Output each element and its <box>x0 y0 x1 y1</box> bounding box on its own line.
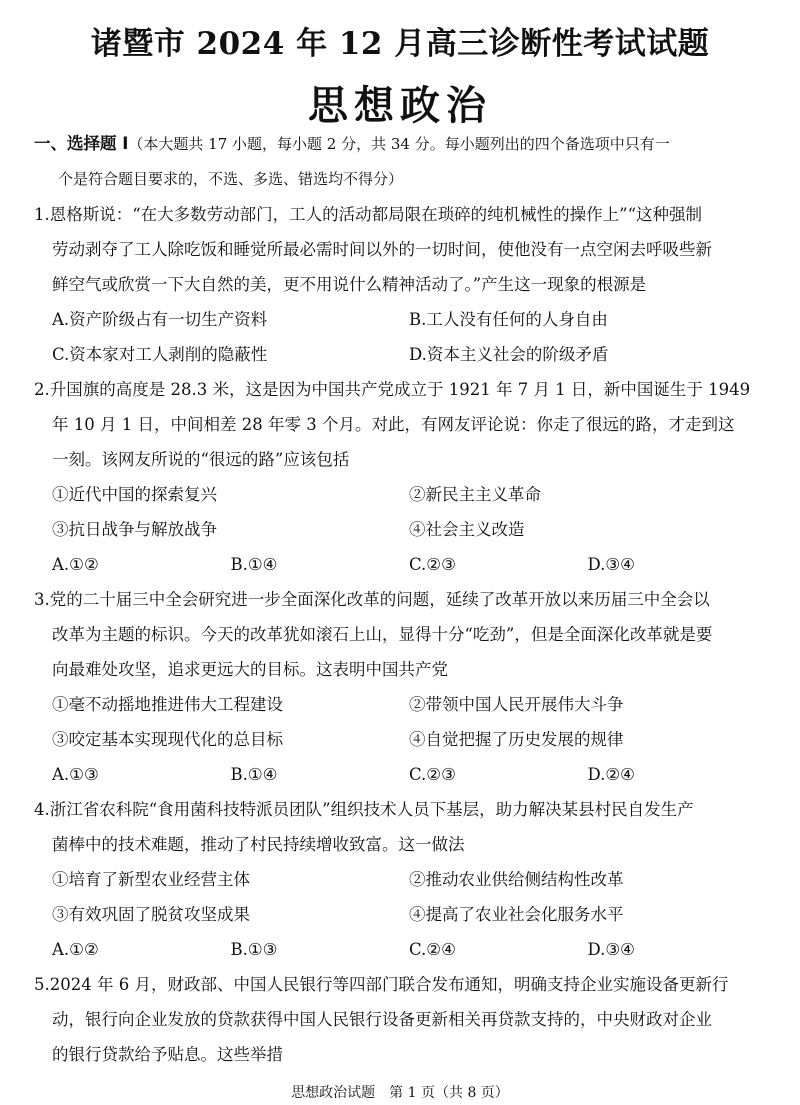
item-row <box>34 477 766 512</box>
exam-content <box>34 126 766 1072</box>
item-1: ①培育了新型农业经营主体 <box>52 870 250 889</box>
option-a[interactable]: A.①③ <box>52 765 99 784</box>
option-b[interactable]: B.①④ <box>230 765 278 784</box>
question-2 <box>34 372 766 582</box>
option-c[interactable]: C.资本家对工人剥削的隐蔽性 <box>52 345 268 364</box>
question-line: 鲜空气或欣赏一下大自然的美，更不用说什么精神活动了。”产生这一现象的根源是 <box>52 275 647 294</box>
option-c[interactable]: C.②④ <box>409 940 456 959</box>
section-note: （本大题共 17 小题，每小题 2 分，共 34 分。每小题列出的四个备选项中只有一 <box>128 135 670 153</box>
question-line: 菌棒中的技术难题，推动了村民持续增收致富。这一做法 <box>52 835 465 854</box>
item-2: ②带领中国人民开展伟大斗争 <box>409 695 624 714</box>
question-line: 4.浙江省农科院“食用菌科技特派员团队”组织技术人员下基层，助力解决某县村民自发生产 <box>34 800 694 819</box>
item-3: ③有效巩固了脱贫攻坚成果 <box>52 905 250 924</box>
question-4 <box>34 792 766 967</box>
question-3 <box>34 582 766 792</box>
item-1: ①毫不动摇地推进伟大工程建设 <box>52 695 283 714</box>
option-a[interactable]: A.①② <box>52 555 99 574</box>
item-4: ④自觉把握了历史发展的规律 <box>409 730 624 749</box>
exam-title: 诸暨市 2024 年 12 月高三诊断性考试试题 <box>90 26 710 62</box>
item-4: ④提高了农业社会化服务水平 <box>409 905 624 924</box>
option-b[interactable]: B.①④ <box>230 555 278 574</box>
item-2: ②新民主主义革命 <box>409 485 541 504</box>
option-row <box>34 757 766 792</box>
option-a[interactable]: A.①② <box>52 940 99 959</box>
section-heading <box>34 126 766 197</box>
question-line: 1.恩格斯说：“在大多数劳动部门，工人的活动都局限在琐碎的纯机械性的操作上”“这种强制 <box>34 205 703 224</box>
item-row <box>34 862 766 897</box>
option-c[interactable]: C.②③ <box>409 555 456 574</box>
question-line: 劳动剥夺了工人除吃饭和睡觉所最必需时间以外的一切时间，使他没有一点空闲去呼吸些新 <box>52 240 712 259</box>
question-line: 2.升国旗的高度是 28.3 米，这是因为中国共产党成立于 1921 年 7 月 1 日，新中国诞生于 1949 <box>34 380 751 399</box>
item-3: ③抗日战争与解放战争 <box>52 520 217 539</box>
option-d[interactable]: D.资本主义社会的阶级矛盾 <box>409 345 609 364</box>
option-a[interactable]: A.资产阶级占有一切生产资料 <box>52 310 268 329</box>
option-row <box>34 932 766 967</box>
option-d[interactable]: D.③④ <box>587 555 635 574</box>
option-row <box>34 302 766 337</box>
question-line: 3.党的二十届三中全会研究进一步全面深化改革的问题，延续了改革开放以来历届三中全会以 <box>34 590 710 609</box>
question-line: 一刻。该网友所说的“很远的路”应该包括 <box>52 450 350 469</box>
option-row <box>34 337 766 372</box>
section-note-cont: 个是符合题目要求的，不选、多选、错选均不得分） <box>58 170 404 188</box>
question-line: 向最难处攻坚，追求更远大的目标。这表明中国共产党 <box>52 660 448 679</box>
page-footer: 思想政治试题 第 1 页（共 8 页） <box>291 1085 509 1101</box>
section-title: 一、选择题 I <box>34 134 129 153</box>
item-row <box>34 722 766 757</box>
question-5 <box>34 967 766 1072</box>
item-1: ①近代中国的探索复兴 <box>52 485 217 504</box>
subject-title: 思想政治 <box>308 82 492 129</box>
question-line: 的银行贷款给予贴息。这些举措 <box>52 1045 283 1064</box>
item-3: ③咬定基本实现现代化的总目标 <box>52 730 283 749</box>
question-1 <box>34 197 766 372</box>
item-row <box>34 512 766 547</box>
item-row <box>34 687 766 722</box>
item-row <box>34 897 766 932</box>
question-line: 年 10 月 1 日，中间相差 28 年零 3 个月。对此，有网友评论说：你走了很远的路，才走到这 <box>52 415 735 434</box>
option-c[interactable]: C.②③ <box>409 765 456 784</box>
question-line: 改革为主题的标识。今天的改革犹如滚石上山，显得十分“吃劲”，但是全面深化改革就是要 <box>52 625 713 644</box>
option-d[interactable]: D.③④ <box>587 940 635 959</box>
option-b[interactable]: B.①③ <box>230 940 278 959</box>
question-line: 动，银行向企业发放的贷款获得中国人民银行设备更新相关再贷款支持的，中央财政对企业 <box>52 1010 712 1029</box>
option-d[interactable]: D.②④ <box>587 765 635 784</box>
item-4: ④社会主义改造 <box>409 520 525 539</box>
question-line: 5.2024 年 6 月，财政部、中国人民银行等四部门联合发布通知，明确支持企业实施设备更新行 <box>34 975 729 994</box>
option-row <box>34 547 766 582</box>
option-b[interactable]: B.工人没有任何的人身自由 <box>409 310 608 329</box>
item-2: ②推动农业供给侧结构性改革 <box>409 870 624 889</box>
